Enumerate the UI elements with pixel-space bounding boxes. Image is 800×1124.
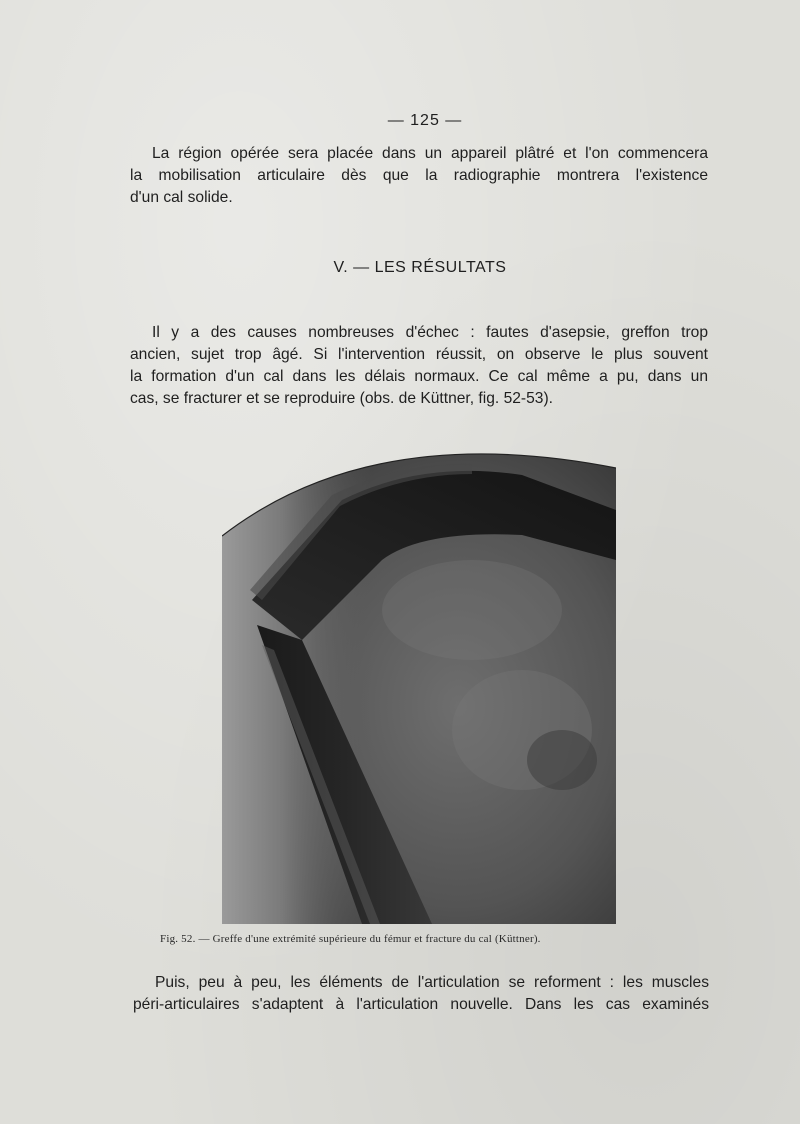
text-line: cas, se fracturer et se reproduire (obs. de Küttner, fig. 52-53).: [130, 390, 553, 407]
paragraph-articulation: [133, 972, 709, 1016]
section-heading: V. — LES RÉSULTATS: [333, 259, 507, 276]
text-line: Il y a des causes nombreuses d'échec : fautes d'asepsie, greffon trop: [152, 324, 708, 341]
text-line: péri-articulaires s'adaptent à l'articulation nouvelle. Dans les cas examinés: [133, 996, 709, 1013]
paragraph-results: [130, 322, 708, 410]
text-line: ancien, sujet trop âgé. Si l'intervention réussit, on observe le plus souvent: [130, 346, 708, 363]
text-line: la formation d'un cal dans les délais normaux. Ce cal même a pu, dans un: [130, 368, 708, 385]
radiograph-image: [222, 440, 616, 924]
text-line: d'un cal solide.: [130, 189, 233, 206]
text-line: La région opérée sera placée dans un appareil plâtré et l'on commencera: [152, 145, 708, 162]
radiograph-figure: [222, 440, 616, 924]
page-number: — 125 —: [387, 112, 463, 129]
paragraph-immobilisation: [130, 143, 708, 209]
text-line: Puis, peu à peu, les éléments de l'articulation se reforment : les muscles: [155, 974, 709, 991]
figure-caption: Fig. 52. — Greffe d'une extrémité supérieure du fémur et fracture du cal (Küttner).: [160, 933, 541, 945]
text-line: la mobilisation articulaire dès que la radiographie montrera l'existence: [130, 167, 708, 184]
